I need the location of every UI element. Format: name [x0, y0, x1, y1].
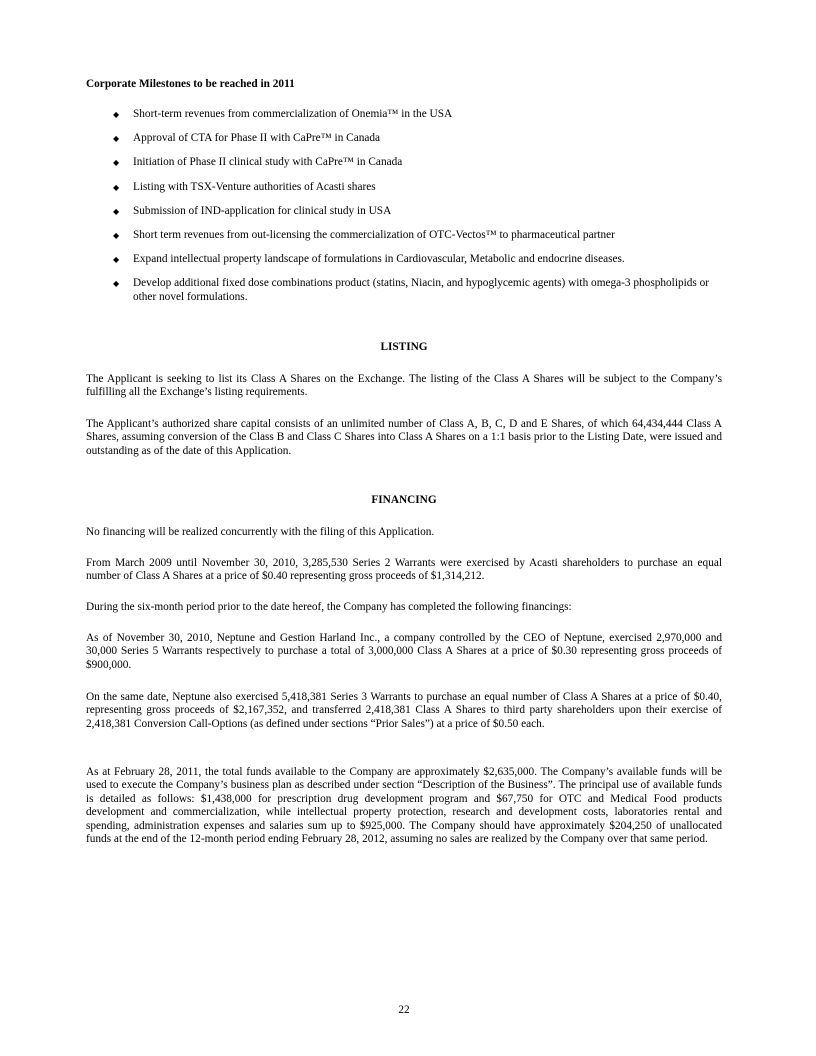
list-item: ◆ Expand intellectual property landscape of formulations in Cardiovascular, Metabolic and endocrine diseases. [113, 253, 625, 266]
financing-paragraph-2: From March 2009 until November 30, 2010, 3,285,530 Series 2 Warrants were exercised by Acasti shareholders to purchase an equal number of Class A Shares at a price of $0.40 representing gross proceeds of $1,314,212. [86, 557, 722, 583]
bullet-icon: ◆ [113, 279, 120, 289]
list-item: ◆ Listing with TSX-Venture authorities of Acasti shares [113, 180, 376, 193]
list-item: ◆ Develop additional fixed dose combinations product (statins, Niacin, and hypoglycemic agents) with omega-3 phospholipids or other novel formulations. [113, 277, 710, 303]
bullet-icon: ◆ [113, 158, 120, 168]
bullet-icon: ◆ [113, 182, 120, 192]
financing-paragraph-1: No financing will be realized concurrently with the filing of this Application. [86, 526, 435, 538]
listing-heading: LISTING [380, 341, 428, 353]
document-page [86, 0, 722, 1056]
list-item: ◆ Short-term revenues from commercialization of Onemia™ in the USA [113, 108, 453, 120]
financing-paragraph-5: On the same date, Neptune also exercised 5,418,381 Series 3 Warrants to purchase an equal number of Class A Shares at a price of $0.40, representing gross proceeds of $2,167,352, and transferred 2,418,381 Class A Shares to third party shareholders upon their exercise of 2,418,381 Conversion Call-Options (as defined under sections “Prior Sales”) at a price of $0.50 each. [86, 691, 722, 730]
bullet-icon: ◆ [113, 255, 120, 265]
financing-paragraph-6: As at February 28, 2011, the total funds available to the Company are approximately $2,635,000. The Company’s available funds will be used to execute the Company’s business plan as described under section “Description of the Business”. The principal use of available funds is detailed as follows: $1,438,000 for prescription drug development program and $67,750 for OTC and Medical Food products development and commercialization, while intellectual property protection, research and development costs, laboratories rental and spending, administration expenses and salaries sum up to $925,000. The Company should have approximately $204,250 of unallocated funds at the end of the 12-month period ending February 28, 2012, assuming no sales are realized by the Company over that same period. [86, 766, 722, 846]
financing-heading: FINANCING [371, 494, 437, 506]
bullet-icon: ◆ [113, 110, 120, 119]
list-item: ◆ Short term revenues from out-licensing the commercialization of OTC-Vectos™ to pharmaceutical partner [113, 229, 615, 242]
bullet-icon: ◆ [113, 231, 120, 241]
financing-paragraph-4: As of November 30, 2010, Neptune and Gestion Harland Inc., a company controlled by the CEO of Neptune, exercised 2,970,000 and 30,000 Series 5 Warrants respectively to purchase a total of 3,000,000 Class A Shares at a price of $0.30 representing gross proceeds of $900,000. [86, 632, 722, 671]
list-item: ◆ Approval of CTA for Phase II with CaPre™ in Canada [113, 132, 381, 145]
bullet-icon: ◆ [113, 134, 120, 144]
financing-paragraph-3: During the six-month period prior to the date hereof, the Company has completed the following financings: [86, 601, 572, 613]
bullet-icon: ◆ [113, 206, 120, 216]
list-item: ◆ Initiation of Phase II clinical study with CaPre™ in Canada [113, 156, 403, 169]
listing-paragraph-2: The Applicant’s authorized share capital consists of an unlimited number of Class A, B, C, D and E Shares, of which 64,434,444 Class A Shares, assuming conversion of the Class B and Class C Shares into Class A Shares on a 1:1 basis prior to the Listing Date, were issued and outstanding as of the date of this Application. [86, 418, 722, 457]
milestones-heading: Corporate Milestones to be reached in 2011 [86, 78, 295, 90]
page-number: 22 [398, 1004, 410, 1016]
list-item: ◆ Submission of IND-application for clinical study in USA [113, 204, 392, 217]
listing-paragraph-1: The Applicant is seeking to list its Class A Shares on the Exchange. The listing of the Class A Shares will be subject to the Company’s fulfilling all the Exchange’s listing requirements. [86, 373, 722, 399]
milestones-list [86, 108, 722, 315]
